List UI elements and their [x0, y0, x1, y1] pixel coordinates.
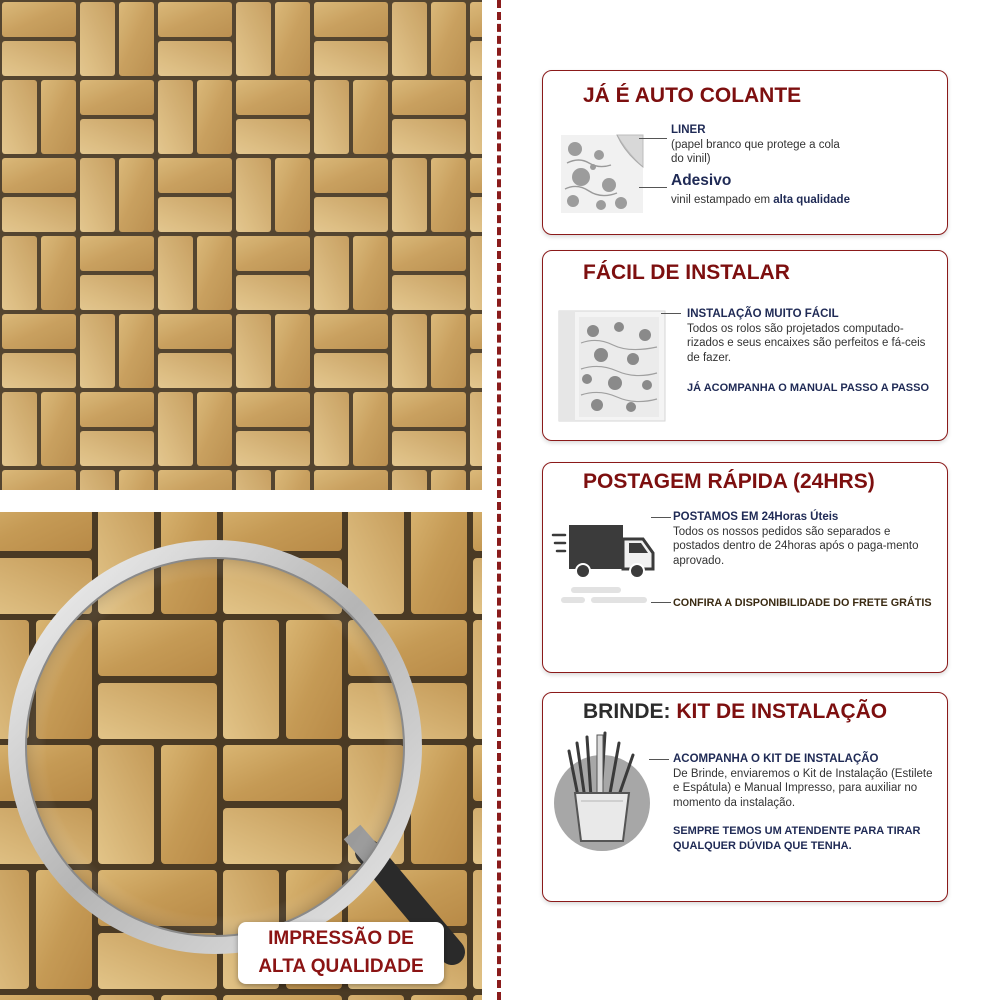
kit-body: De Brinde, enviaremos o Kit de Instalação (Estilete e Espátula) e Manual Impresso, para auxiliar no momento da instalação.	[673, 767, 933, 809]
shipping-body: Todos os nossos pedidos são separados e postados dentro de 24horas após o paga-mento aprovado.	[673, 525, 919, 567]
free-shipping-note: CONFIRA A DISPONIBILIDADE DO FRETE GRÁTIS	[673, 597, 932, 609]
adesivo-desc-text: vinil estampado em	[671, 194, 774, 206]
install-heading: INSTALAÇÃO MUITO FÁCIL	[687, 308, 839, 320]
vinyl-roll-icon	[559, 133, 645, 215]
tile-pattern-image	[0, 0, 482, 490]
kit-block	[673, 752, 933, 810]
card-easy-install	[542, 250, 948, 441]
freight-pointer-line	[651, 602, 671, 603]
kit-pointer-line	[649, 759, 669, 760]
install-note: JÁ ACOMPANHA O MANUAL PASSO A PASSO	[687, 382, 930, 394]
adesivo-pointer-line	[639, 187, 667, 188]
dashed-divider	[497, 0, 501, 1000]
liner-block	[671, 123, 851, 167]
liner-pointer-line	[639, 138, 667, 139]
shipping-heading: POSTAMOS EM 24Horas Úteis	[673, 511, 839, 523]
card-title	[583, 700, 887, 724]
kit-heading: ACOMPANHA O KIT DE INSTALAÇÃO	[673, 753, 879, 765]
support-note: SEMPRE TEMOS UM ATENDENTE PARA TIRAR QUALQUER DÚVIDA QUE TENHA.	[673, 825, 921, 852]
delivery-truck-icon	[551, 521, 663, 609]
wallpaper-panel-icon	[557, 307, 669, 425]
tile-pattern-graphic	[0, 0, 482, 490]
adesivo-label: Adesivo	[671, 172, 732, 189]
liner-description: (papel branco que protege a cola do vinil)	[671, 138, 840, 165]
tool-cup-icon	[549, 731, 655, 855]
quality-badge-line2: ALTA QUALIDADE	[258, 956, 424, 977]
shipping-pointer-line	[651, 517, 671, 518]
adesivo-description	[671, 193, 941, 208]
card-fast-shipping	[542, 462, 948, 673]
adesivo-desc-bold: alta qualidade	[773, 194, 850, 206]
card-title: POSTAGEM RÁPIDA (24HRS)	[583, 470, 875, 493]
quality-badge-line1: IMPRESSÃO DE	[268, 928, 414, 949]
liner-label: LINER	[671, 124, 706, 136]
card-title-prefix: BRINDE:	[583, 700, 671, 723]
quality-badge	[238, 922, 444, 984]
install-block	[687, 307, 937, 365]
shipping-block	[673, 510, 933, 568]
product-image-column	[0, 0, 492, 1000]
card-title: FÁCIL DE INSTALAR	[583, 261, 790, 284]
card-self-adhesive	[542, 70, 948, 235]
card-bonus-kit	[542, 692, 948, 902]
card-title-main: KIT DE INSTALAÇÃO	[670, 700, 888, 723]
card-title: JÁ É AUTO COLANTE	[583, 84, 802, 107]
install-body: Todos os rolos são projetados computado-rizados e seus encaixes são perfeitos e fá-ceis de fazer.	[687, 322, 926, 364]
install-pointer-line	[661, 313, 681, 314]
